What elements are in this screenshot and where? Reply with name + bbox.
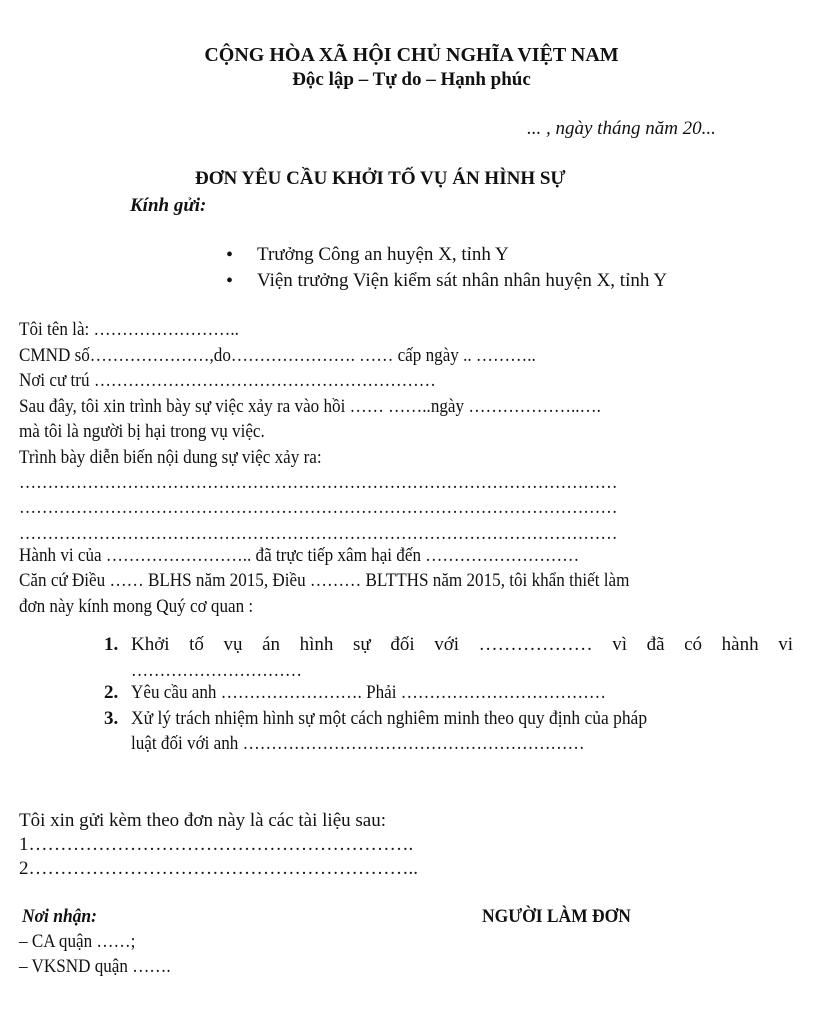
motto: Độc lập – Tự do – Hạnh phúc [292, 69, 531, 90]
footer-recipients-label: Nơi nhận: [22, 906, 97, 927]
signer-label: NGƯỜI LÀM ĐƠN [482, 906, 631, 927]
attachment-item: 2…………………………………………………….. [19, 858, 418, 879]
document-title: ĐƠN YÊU CẦU KHỞI TỐ VỤ ÁN HÌNH SỰ [195, 168, 566, 189]
request-number: 3. [104, 708, 119, 729]
request-item-1 [131, 634, 793, 656]
attachments-intro: Tôi xin gửi kèm theo đơn này là các tài liệu sau: [19, 810, 386, 831]
request-word: sự [353, 634, 371, 655]
blank-line: …………………………………………………………………………………………… [19, 497, 618, 518]
request-word: hành [721, 634, 759, 655]
request-word: tố [189, 634, 204, 655]
attachment-item: 1……………………………………………………. [19, 834, 414, 855]
request-word: án [262, 634, 281, 655]
footer-recipient-item: – VKSND quận ……. [19, 956, 171, 977]
request-word: đối [390, 634, 415, 655]
request-word: với [434, 634, 460, 655]
recipient-item [226, 270, 233, 293]
date-line: ... , ngày tháng năm 20... [527, 118, 716, 139]
behavior-line: Hành vi của …………………….. đã trực tiếp xâm hại đến ……………………… [19, 545, 580, 566]
id-field-line: CMND số…………………,do…………………. …… cấp ngày .. ……….. [19, 345, 536, 366]
legal-basis-line: Căn cứ Điều …… BLHS năm 2015, Điều ……… BLTTHS năm 2015, tôi khẩn thiết làm [19, 570, 630, 591]
legal-basis-line: đơn này kính mong Quý cơ quan : [19, 596, 254, 617]
footer-recipient-item: – CA quận ……; [19, 931, 136, 952]
recipient-item [226, 244, 233, 267]
victim-line: mà tôi là người bị hại trong vụ việc. [19, 421, 265, 442]
bullet-icon: • [226, 270, 234, 292]
nation-heading: CỘNG HÒA XÃ HỘI CHỦ NGHĨA VIỆT NAM [204, 44, 619, 66]
request-word: hình [299, 634, 334, 655]
request-word: có [684, 634, 703, 655]
request-blank-line: ………………………… [131, 660, 302, 681]
incident-line: Sau đây, tôi xin trình bày sự việc xảy ra vào hồi …… ……..ngày ………………..…. [19, 396, 601, 417]
recipients-label: Kính gửi: [130, 195, 207, 216]
request-word: vì [612, 634, 627, 655]
request-word: đã [646, 634, 665, 655]
request-blank: ……………… [478, 634, 593, 655]
recipient-item-text: Viện trưởng Viện kiểm sát nhân nhân huyện X, tỉnh Y [257, 270, 668, 291]
name-field-line: Tôi tên là: …………………….. [19, 319, 239, 340]
describe-line: Trình bày diễn biến nội dung sự việc xảy ra: [19, 447, 322, 468]
blank-line: …………………………………………………………………………………………… [19, 523, 618, 544]
request-word: Khởi [131, 634, 170, 655]
request-item-3-cont: luật đối với anh …………………………………………………… [131, 733, 585, 754]
residence-field-line: Nơi cư trú …………………………………………………… [19, 370, 436, 391]
request-number: 1. [104, 634, 119, 655]
request-item-2: Yêu cầu anh ……………………. Phải ……………………………… [131, 682, 606, 703]
request-number: 2. [104, 682, 119, 703]
request-word: vi [778, 634, 793, 655]
request-word: vụ [223, 634, 243, 655]
blank-line: …………………………………………………………………………………………… [19, 472, 618, 493]
request-item-3: Xử lý trách nhiệm hình sự một cách nghiêm minh theo quy định của pháp [131, 708, 648, 729]
recipient-item-text: Trưởng Công an huyện X, tỉnh Y [257, 244, 509, 265]
bullet-icon: • [226, 244, 234, 266]
